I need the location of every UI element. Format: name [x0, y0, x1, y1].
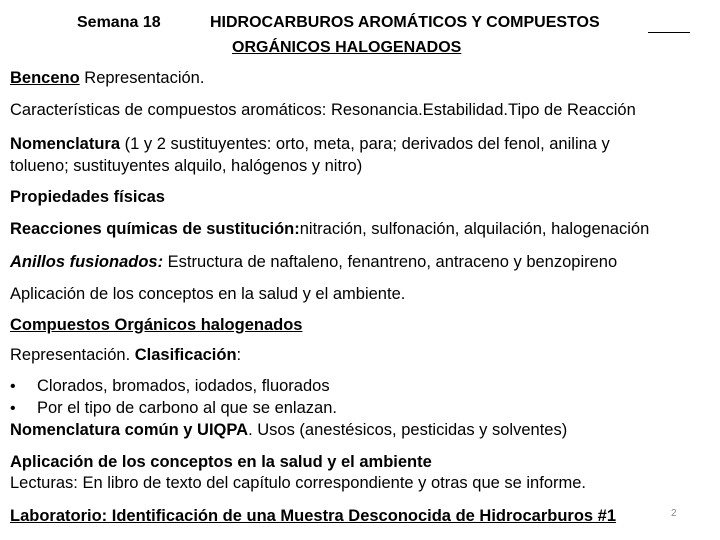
nomenclatura2-label: Nomenclatura común y UIQPA	[10, 421, 249, 439]
caracteristicas-line: Características de compuestos aromáticos: Resonancia.Estabilidad.Tipo de Reacción	[10, 101, 636, 119]
clasificacion-suffix: :	[236, 346, 242, 364]
halogenados-heading: Compuestos Orgánicos halogenados	[10, 316, 303, 334]
nomenclatura2-text: . Usos (anestésicos, pesticidas y solventes)	[248, 421, 568, 439]
propiedades-heading: Propiedades físicas	[10, 188, 165, 206]
nomenclatura-line1	[10, 135, 610, 154]
reacciones-label: Reacciones químicas de sustitución:	[10, 220, 300, 238]
laboratorio-heading: Laboratorio: Identificación de una Muestra Desconocida de Hidrocarburos #1	[10, 507, 617, 525]
benceno-line	[10, 69, 204, 88]
list-item: Clorados, bromados, iodados, fluorados	[37, 377, 330, 395]
representacion-text: Representación.	[10, 346, 135, 364]
lecturas-line: Lecturas: En libro de texto del capítulo correspondiente y otras que se informe.	[10, 474, 586, 492]
reacciones-text: nitración, sulfonación, alquilación, halogenación	[299, 220, 650, 238]
nomenclatura-label: Nomenclatura	[10, 135, 121, 153]
anillos-line	[10, 253, 617, 272]
anillos-label: Anillos fusionados:	[10, 253, 164, 271]
nomenclatura2-line	[10, 421, 567, 440]
aplicacion2-heading: Aplicación de los conceptos en la salud y el ambiente	[10, 453, 432, 471]
title-underline-tail	[648, 32, 690, 33]
representacion-line	[10, 346, 241, 365]
anillos-text: Estructura de naftaleno, fenantreno, antraceno y benzopireno	[163, 253, 618, 271]
aplicacion-line: Aplicación de los conceptos en la salud y el ambiente.	[10, 285, 406, 303]
clasificacion-label: Clasificación	[134, 346, 237, 364]
list-item: Por el tipo de carbono al que se enlazan.	[37, 399, 337, 417]
benceno-label: Benceno	[10, 69, 80, 87]
nomenclatura-text1: (1 y 2 sustituyentes: orto, meta, para; derivados del fenol, anilina y	[120, 135, 610, 153]
page-title-line1: HIDROCARBUROS AROMÁTICOS Y COMPUESTOS	[210, 14, 600, 31]
bullet-icon: •	[10, 378, 16, 395]
reacciones-line	[10, 220, 649, 239]
page-number: 2	[671, 508, 677, 519]
nomenclatura-line2: tolueno; sustituyentes alquilo, halógenos y nitro)	[10, 157, 363, 175]
benceno-text: Representación.	[79, 69, 205, 87]
week-label: Semana 18	[77, 14, 161, 31]
page-title-line2: ORGÁNICOS HALOGENADOS	[232, 39, 462, 56]
bullet-icon: •	[10, 400, 16, 417]
